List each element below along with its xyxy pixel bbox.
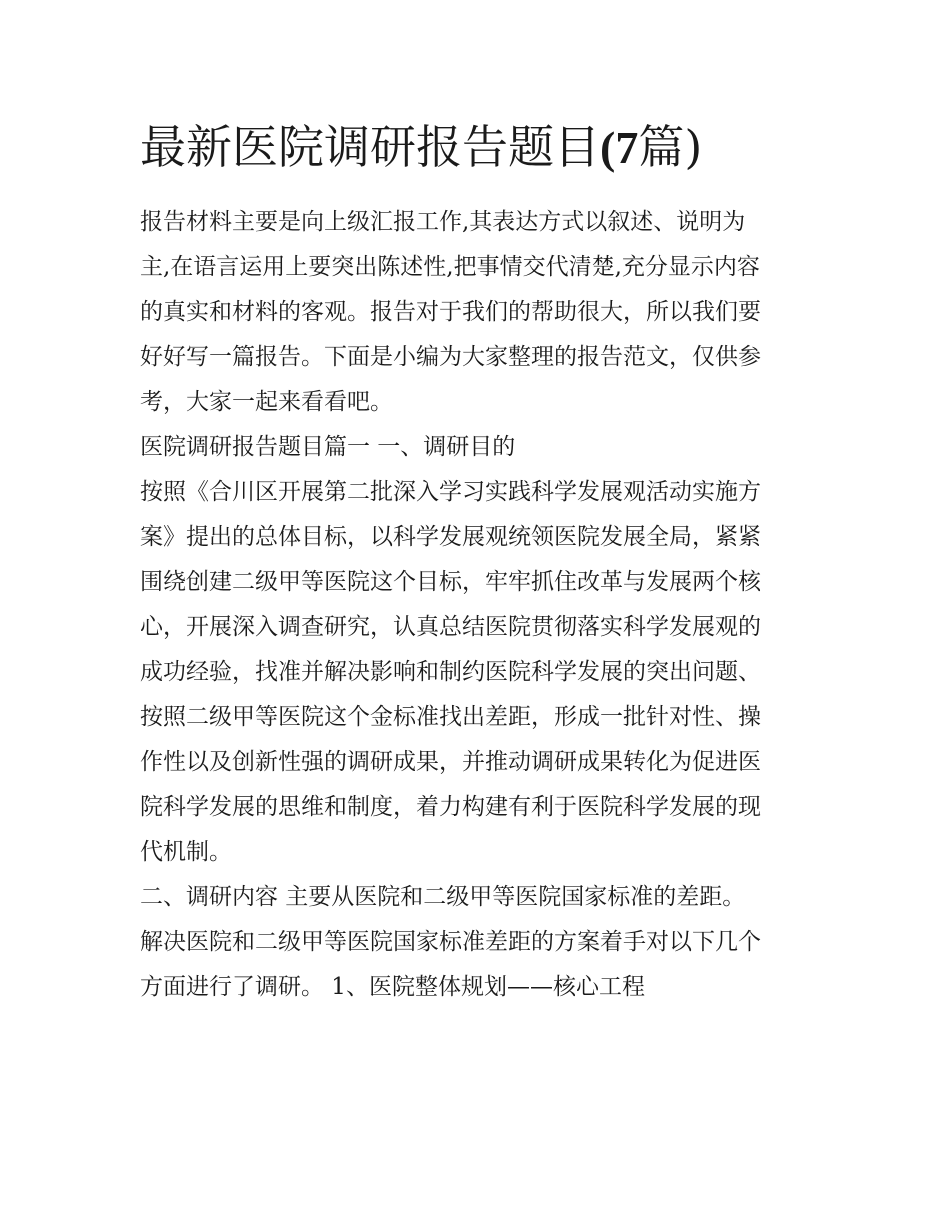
- section-heading: 医院调研报告题目篇一 一、调研目的: [140, 434, 516, 460]
- text-line: 报告材料主要是向上级汇报工作,其表达方式以叙述、说明为: [140, 209, 746, 235]
- text-line: 方面进行了调研。 1、医院整体规划——核心工程: [140, 974, 645, 1000]
- title-tail: 篇): [638, 120, 703, 174]
- text-line: 解决医院和二级甲等医院国家标准差距的方案着手对以下几个: [140, 929, 761, 955]
- page-title: [140, 112, 820, 183]
- text-line: 按照二级甲等医院这个金标准找出差距，形成一批针对性、操: [140, 704, 761, 730]
- text-line: 的真实和材料的客观。报告对于我们的帮助很大，所以我们要: [140, 299, 761, 325]
- text-line: 心，开展深入调查研究，认真总结医院贯彻落实科学发展观的: [140, 614, 761, 640]
- text-line: 作性以及创新性强的调研成果，并推动调研成果转化为促进医: [140, 749, 761, 775]
- text-line: 考，大家一起来看看吧。: [140, 389, 393, 415]
- document-body: [140, 200, 812, 1010]
- text-line: 成功经验，找准并解决影响和制约医院科学发展的突出问题、: [140, 659, 761, 685]
- text-line: 院科学发展的思维和制度，着力构建有利于医院科学发展的现: [140, 794, 761, 820]
- text-line: 好好写一篇报告。下面是小编为大家整理的报告范文，仅供参: [140, 344, 761, 370]
- text-line: 案》提出的总体目标，以科学发展观统领医院发展全局，紧紧: [140, 524, 761, 550]
- text-line: 代机制。: [140, 839, 232, 865]
- section-heading: 二、调研内容 主要从医院和二级甲等医院国家标准的差距。: [140, 884, 746, 910]
- title-main: 最新医院调研报告题目: [140, 120, 600, 174]
- text-line: 主,在语言运用上要突出陈述性,把事情交代清楚,充分显示内容: [140, 254, 760, 280]
- text-line: 围绕创建二级甲等医院这个目标，牢牢抓住改革与发展两个核: [140, 569, 761, 595]
- text-line: 按照《合川区开展第二批深入学习实践科学发展观活动实施方: [140, 479, 761, 505]
- title-count: (7: [600, 122, 639, 173]
